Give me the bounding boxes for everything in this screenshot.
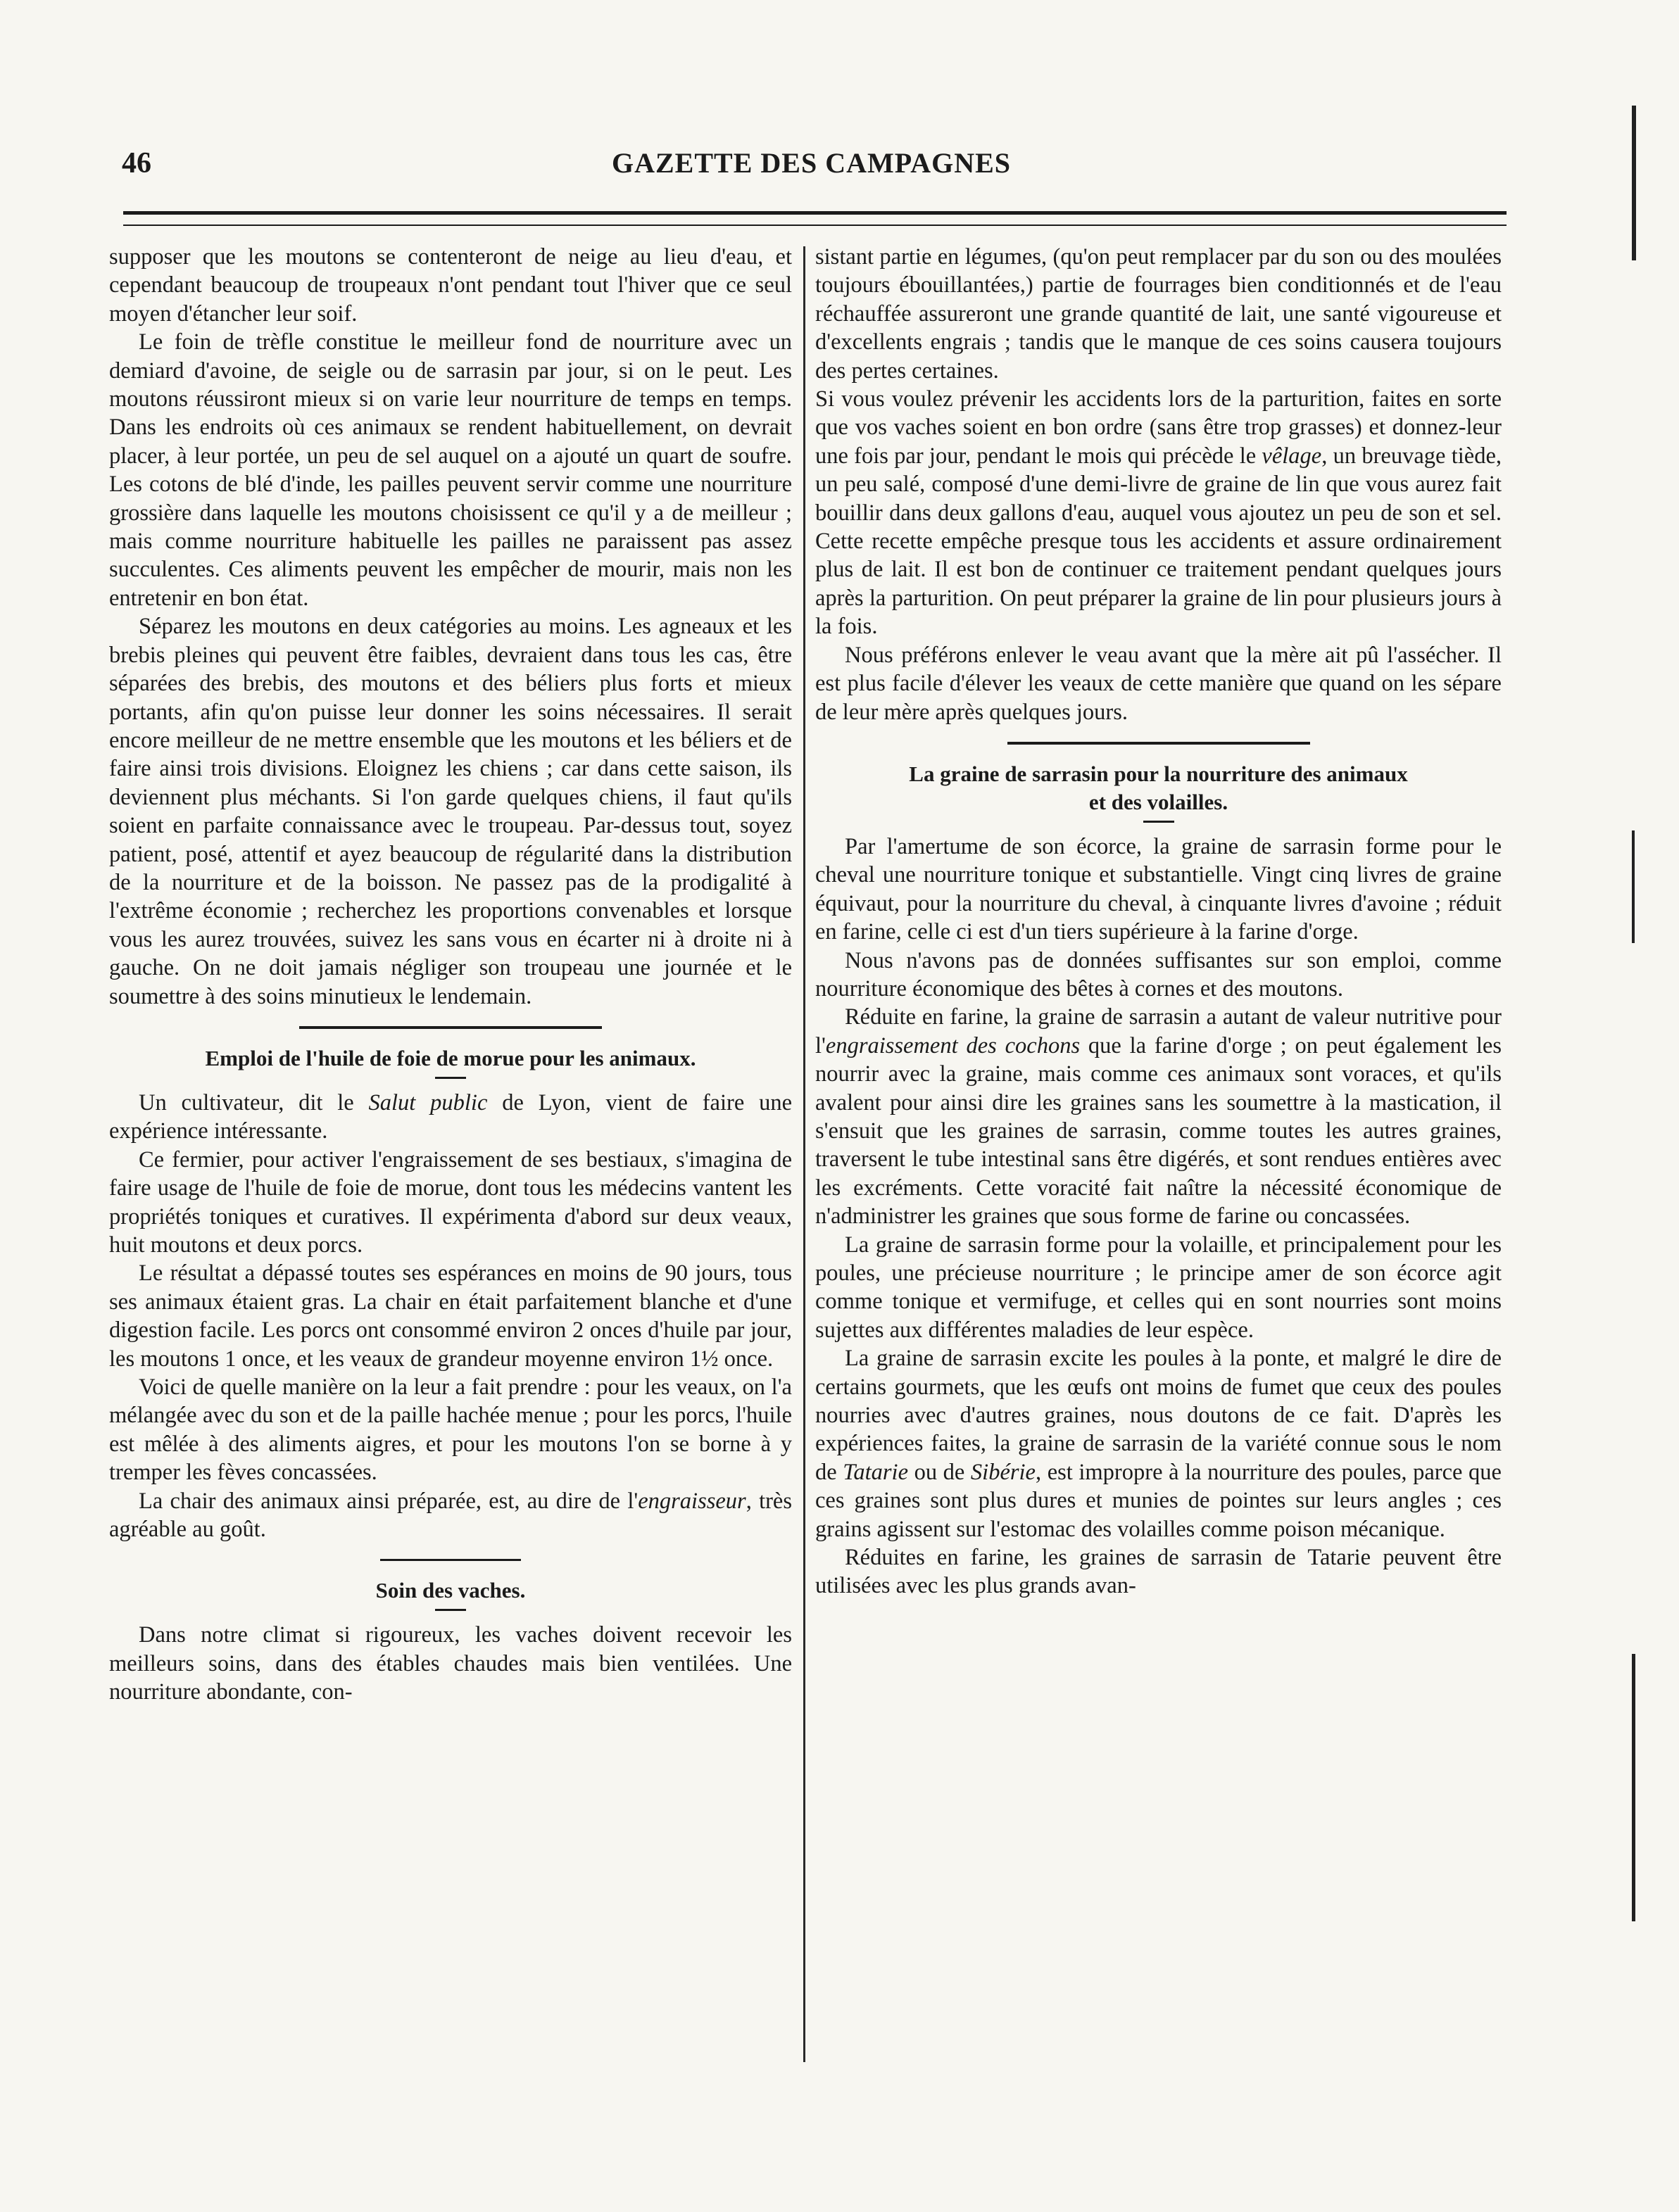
paragraph: Voici de quelle manière on la leur a fait prendre : pour les veaux, on l'a mélangée avec du son et de la paille hachée menue ; pour les porcs, l'huile est mêlée à des aliments aigres, et pour les moutons l'on se borne à y tremper les fèves concassées. — [109, 1374, 792, 1486]
paragraph: Réduites en farine, les graines de sarrasin de Tatarie peuvent être utilisées avec les plus grands avan- — [815, 1545, 1502, 1599]
italic-text: Tatarie — [843, 1459, 908, 1485]
paragraph: Réduite en farine, la graine de sarrasin a autant de valeur nutritive pour l'engraissement des cochons que la farine d'orge ; on peut également les nourrir avec la graine, mais comme ces animaux sont voraces, et qu'ils avalent pour ainsi dire les graines sans les soumettre à la mastication, il s'ensuit que les graines de sarrasin, comme toutes les autres graines, traversent le tube intestinal sans être digérés, et sont rendues entières avec les excréments. Cette voracité fait naître la nécessité économique de n'administrer les graines que sous forme de farine ou concassées. — [815, 1004, 1502, 1230]
left-column — [109, 243, 792, 1707]
title-dash — [435, 1609, 466, 1611]
paragraph: La chair des animaux ainsi préparée, est, au dire de l'engraisseur, très agréable au goût. — [109, 1488, 792, 1543]
italic-text: Salut public — [368, 1089, 488, 1116]
column-divider — [803, 246, 805, 2062]
paragraph: Si vous voulez prévenir les accidents lors de la parturition, faites en sorte que vos vaches soient en bon ordre (sans être trop grasses) et donnez-leur une fois par jour, pendant le mois qui précède le vêlage, un breuvage tiède, un peu salé, composé d'une demi-livre de graine de lin que vous aurez fait bouillir dans deux gallons d'eau, auquel vous ajoutez un peu de son et sel. Cette recette empêche presque tous les accidents et assure ordinairement plus de lait. Il est bon de continuer ce traitement pendant quelques jours après la parturition. On peut préparer la graine de lin pour plusieurs jours à la fois. — [815, 386, 1502, 640]
section-title: Emploi de l'huile de foie de morue pour les animaux. — [205, 1045, 696, 1070]
title-dash — [1143, 821, 1174, 823]
running-title: GAZETTE DES CAMPAGNES — [611, 147, 1011, 179]
paragraph: La graine de sarrasin forme pour la volaille, et principalement pour les poules, une précieuse nourriture ; le principe amer de son écorce agit comme tonique et vermifuge, et celles qui en sont nourries sont moins sujettes aux différentes maladies de leur espèce. — [815, 1232, 1502, 1343]
paragraph: Nous préférons enlever le veau avant que la mère ait pû l'assécher. Il est plus facile d'élever les veaux de cette manière que quand on les sépare de leur mère après quelques jours. — [815, 642, 1502, 725]
paragraph: Ce fermier, pour activer l'engraissement de ses bestiaux, s'imagina de faire usage de l'huile de foie de morue, dont tous les médecins vantent les propriétés toniques et curatives. Il expérimenta d'abord sur deux veaux, huit moutons et deux porcs. — [109, 1146, 792, 1258]
paragraph: Le résultat a dépassé toutes ses espérances en moins de 90 jours, tous ses animaux étaient gras. La chair en était parfaitement blanche et d'une digestion facile. Les porcs ont consommé environ 2 onces d'huile par jour, les moutons 1 once, et les veaux de grandeur moyenne environ 1½ once. — [109, 1260, 792, 1372]
paragraph: Dans notre climat si rigoureux, les vaches doivent recevoir les meilleurs soins, dans des étables chaudes mais bien ventilées. Une nourriture abondante, con- — [109, 1622, 792, 1705]
paragraph: sistant partie en légumes, (qu'on peut remplacer par du son ou des moulées toujours ébouillantées,) partie de fourrages bien conditionnés et de l'eau réchauffée assureront une grande quantité de lait, une santé vigoureuse et d'excellents engrais ; tandis que le manque de ces soins causera toujours des pertes certaines. — [815, 244, 1502, 384]
title-dash — [435, 1077, 466, 1079]
scan-edge-mark — [1632, 106, 1636, 260]
italic-text: engraisseur — [638, 1488, 746, 1514]
paragraph: Séparez les moutons en deux catégories au moins. Les agneaux et les brebis pleines qui peuvent être faibles, devraient dans tous les cas, être séparées des brebis, des moutons et des béliers plus forts et mieux portants, afin qu'on puisse leur donner les soins nécessaires. Il serait encore meilleur de ne mettre ensemble que les moutons et les béliers et de faire ainsi trois divisions. Eloignez les chiens ; car dans cette saison, ils deviennent plus méchants. Si l'on garde quelques chiens, il faut qu'ils soient en parfaite connaissance avec le troupeau. Par-dessus tout, soyez patient, posé, attentif et ayez beaucoup de régularité dans la distribution de la nourriture et de la boisson. Ne passez pas de la prodigalité à l'extrême économie ; recherchez les proportions convenables et lorsque vous les aurez trouvées, suivez les sans vous en écarter ni à droite ni à gauche. On ne doit jamais négliger son troupeau une journée et le soumettre à des soins minutieux le lendemain. — [109, 614, 792, 1009]
paragraph: Par l'amertume de son écorce, la graine de sarrasin forme pour le cheval une nourriture tonique et substantielle. Vingt cinq livres de graine équivaut, pour la nourriture du cheval, à cinquante livres d'avoine ; réduit en farine, celle ci est d'un tiers supérieure à la farine d'orge. — [815, 833, 1502, 945]
section-divider — [299, 1026, 602, 1029]
page-header — [116, 141, 1507, 190]
section-divider — [1007, 742, 1310, 745]
scan-edge-mark — [1632, 1654, 1635, 1921]
italic-text: vêlage — [1262, 443, 1322, 469]
paragraph: Nous n'avons pas de données suffisantes sur son emploi, comme nourriture économique des bêtes à cornes et des moutons. — [815, 947, 1502, 1001]
italic-text: Sibérie — [970, 1459, 1036, 1485]
paragraph: Un cultivateur, dit le Salut public de Lyon, vient de faire une expérience intéressante. — [109, 1089, 792, 1144]
page-number: 46 — [122, 147, 151, 179]
section-title: La graine de sarrasin pour la nourriture des animaux et des volailles. — [909, 761, 1408, 814]
right-column — [815, 243, 1502, 1600]
scan-edge-mark — [1632, 830, 1635, 943]
section-title: Soin des vaches. — [375, 1578, 526, 1603]
italic-text: engraissement des cochons — [825, 1032, 1081, 1058]
section-divider — [380, 1559, 521, 1561]
paragraph: La graine de sarrasin excite les poules à la ponte, et malgré le dire de certains gourmets, que les œufs ont moins de fumet que ceux des poules nourries avec d'autres graines, nous doutons de ce fait. D'après les expériences faites, la graine de sarrasin de la variété connue sous le nom de Tatarie ou de Sibérie, est impropre à la nourriture des poules, parce que ces graines sont plus dures et munies de pointes sur leurs angles ; ces grains agissent sur l'estomac des volailles comme poison mécanique. — [815, 1346, 1502, 1542]
header-rule — [123, 211, 1507, 226]
paragraph: Le foin de trèfle constitue le meilleur fond de nourriture avec un demiard d'avoine, de seigle ou de sarrasin par jour, si on le peut. Les moutons réussiront mieux si on varie leur nourriture de temps en temps. Dans les endroits où ces animaux se rendent habituellement, on devrait placer, à leur portée, un peu de sel auquel on a ajouté un quart de soufre. Les cotons de blé d'inde, les pailles peuvent servir comme une nourriture grossière dans laquelle les moutons choisissent ce qu'il y a de meilleur ; mais comme nourriture habituelle les pailles ne paraissent pas assez succulentes. Ces aliments peuvent les empêcher de mourir, mais non les entretenir en bon état. — [109, 329, 792, 611]
paragraph: supposer que les moutons se contenteront de neige au lieu d'eau, et cependant beaucoup de troupeaux n'ont pendant tout l'hiver que ce seul moyen d'étancher leur soif. — [109, 244, 792, 327]
